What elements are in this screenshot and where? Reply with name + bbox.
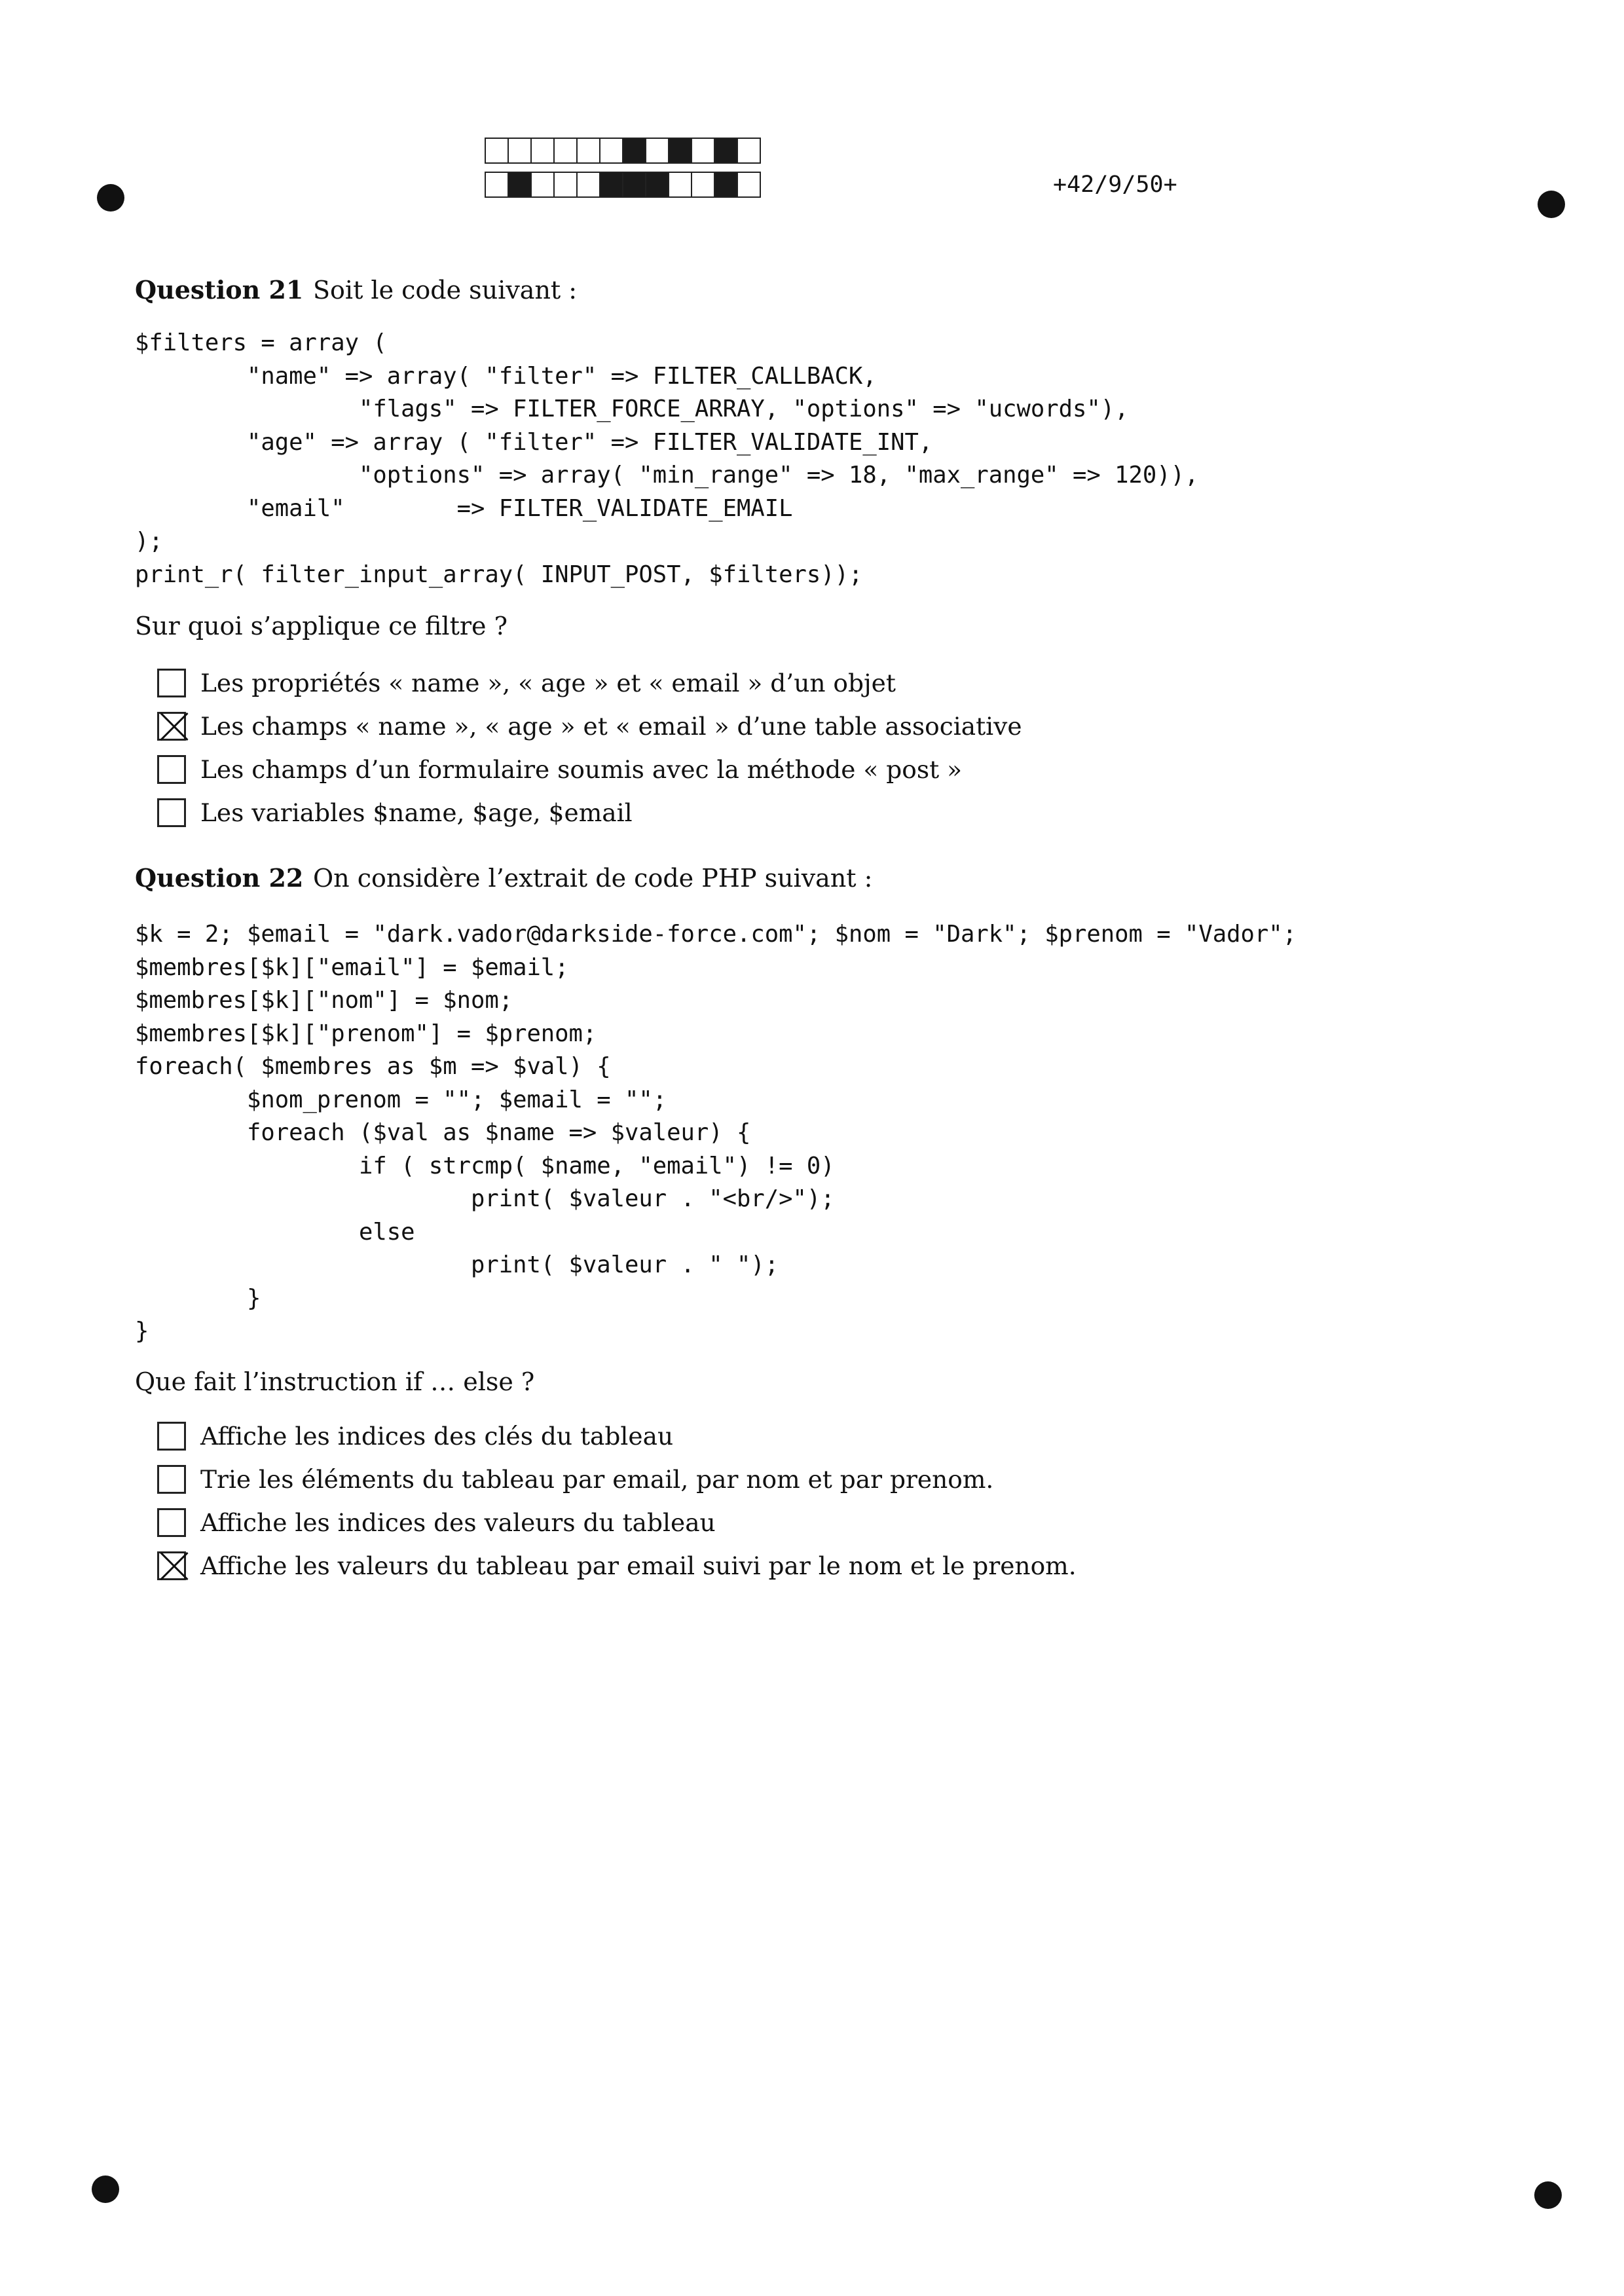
answer-checkbox[interactable] (157, 798, 186, 827)
question-21-prompt: Sur quoi s’applique ce filtre ? (135, 612, 507, 640)
answer-label: Affiche les indices des valeurs du tableau (200, 1508, 716, 1537)
barcode-cell (507, 172, 532, 198)
barcode-cell (576, 172, 600, 198)
barcode-cell (691, 172, 715, 198)
registration-mark-top-right (1538, 191, 1565, 218)
answer-label: Les propriétés « name », « age » et « email » d’un objet (200, 669, 896, 697)
question-22-answers (157, 1415, 1077, 1587)
question-21-code: $filters = array ( "name" => array( "filter" => FILTER_CALLBACK, "flags" => FILTER_FORCE_ARRAY, "options" => "ucwords"), "age" => array ( "filter" => FILTER_VALIDATE_INT, "options" => array( "min_range" => 18, "max_range" => 120)), "email" => FILTER_VALIDATE_EMAIL ); print_r( filter_input_array( INPUT_POST, $filters)); (135, 329, 1199, 588)
answer-checkbox[interactable] (157, 712, 186, 741)
answer-option[interactable] (157, 1458, 1077, 1501)
registration-mark-bottom-left (92, 2176, 119, 2203)
barcode-cell (622, 138, 646, 164)
question-22-number: Question 22 (135, 863, 304, 893)
barcode-cell (599, 172, 623, 198)
barcode-cell (485, 138, 509, 164)
barcode-cell (599, 138, 623, 164)
answer-option[interactable] (157, 1501, 1077, 1544)
barcode-cell (737, 172, 761, 198)
barcode-cell (645, 138, 669, 164)
question-22-code: $k = 2; $email = "dark.vador@darkside-force.com"; $nom = "Dark"; $prenom = "Vador"; $membres[$k]["email"] = $email; $membres[$k]["nom"] = $nom; $membres[$k]["prenom"] = $prenom; foreach( $membres as $m => $val) { $nom_prenom = ""; $email = ""; foreach ($val as $name => $valeur) { if ( strcmp( $name, "email") != 0) print( $valeur . "<br/>"); else print( $valeur . " "); } } (135, 921, 1297, 1344)
answer-option[interactable] (157, 791, 1022, 834)
barcode-cell (645, 172, 669, 198)
answer-label: Affiche les indices des clés du tableau (200, 1422, 674, 1451)
barcode-cell (530, 172, 555, 198)
answer-option[interactable] (157, 705, 1022, 748)
answer-checkbox[interactable] (157, 1551, 186, 1580)
answer-option[interactable] (157, 748, 1022, 791)
copy-id: +42/9/50+ (1053, 172, 1177, 198)
answer-checkbox[interactable] (157, 1508, 186, 1537)
answer-checkbox[interactable] (157, 1422, 186, 1451)
barcode-cell (553, 138, 578, 164)
question-22-prompt: Que fait l’instruction if … else ? (135, 1367, 535, 1396)
answer-option[interactable] (157, 1544, 1077, 1587)
answer-label: Les champs d’un formulaire soumis avec la méthode « post » (200, 755, 963, 784)
answer-checkbox[interactable] (157, 755, 186, 784)
barcode-cell (668, 172, 692, 198)
barcode-cell (622, 172, 646, 198)
answer-label: Affiche les valeurs du tableau par email suivi par le nom et le prenom. (200, 1551, 1077, 1580)
barcode-cell (507, 138, 532, 164)
barcode-cell (553, 172, 578, 198)
answer-checkbox[interactable] (157, 1465, 186, 1494)
barcode-cell (668, 138, 692, 164)
question-22-header (135, 863, 872, 893)
barcode-cell (576, 138, 600, 164)
barcode-cell (714, 172, 738, 198)
barcode-cell (530, 138, 555, 164)
answer-label: Trie les éléments du tableau par email, par nom et par prenom. (200, 1465, 994, 1494)
answer-checkbox[interactable] (157, 669, 186, 697)
barcode-row-top (485, 138, 760, 164)
answer-option[interactable] (157, 1415, 1077, 1458)
registration-mark-top-left (97, 184, 124, 212)
question-21-answers (157, 661, 1022, 834)
question-21-header (135, 275, 577, 305)
barcode-row-bottom (485, 172, 760, 198)
barcode-cell (737, 138, 761, 164)
question-21-number: Question 21 (135, 275, 304, 305)
registration-mark-bottom-right (1534, 2181, 1562, 2209)
answer-option[interactable] (157, 661, 1022, 705)
barcode-cell (691, 138, 715, 164)
question-22-intro: On considère l’extrait de code PHP suivant : (313, 864, 873, 893)
barcode-cell (485, 172, 509, 198)
answer-label: Les variables $name, $age, $email (200, 798, 633, 827)
question-21-intro: Soit le code suivant : (313, 276, 578, 305)
barcode-cell (714, 138, 738, 164)
answer-label: Les champs « name », « age » et « email » d’une table associative (200, 712, 1022, 741)
